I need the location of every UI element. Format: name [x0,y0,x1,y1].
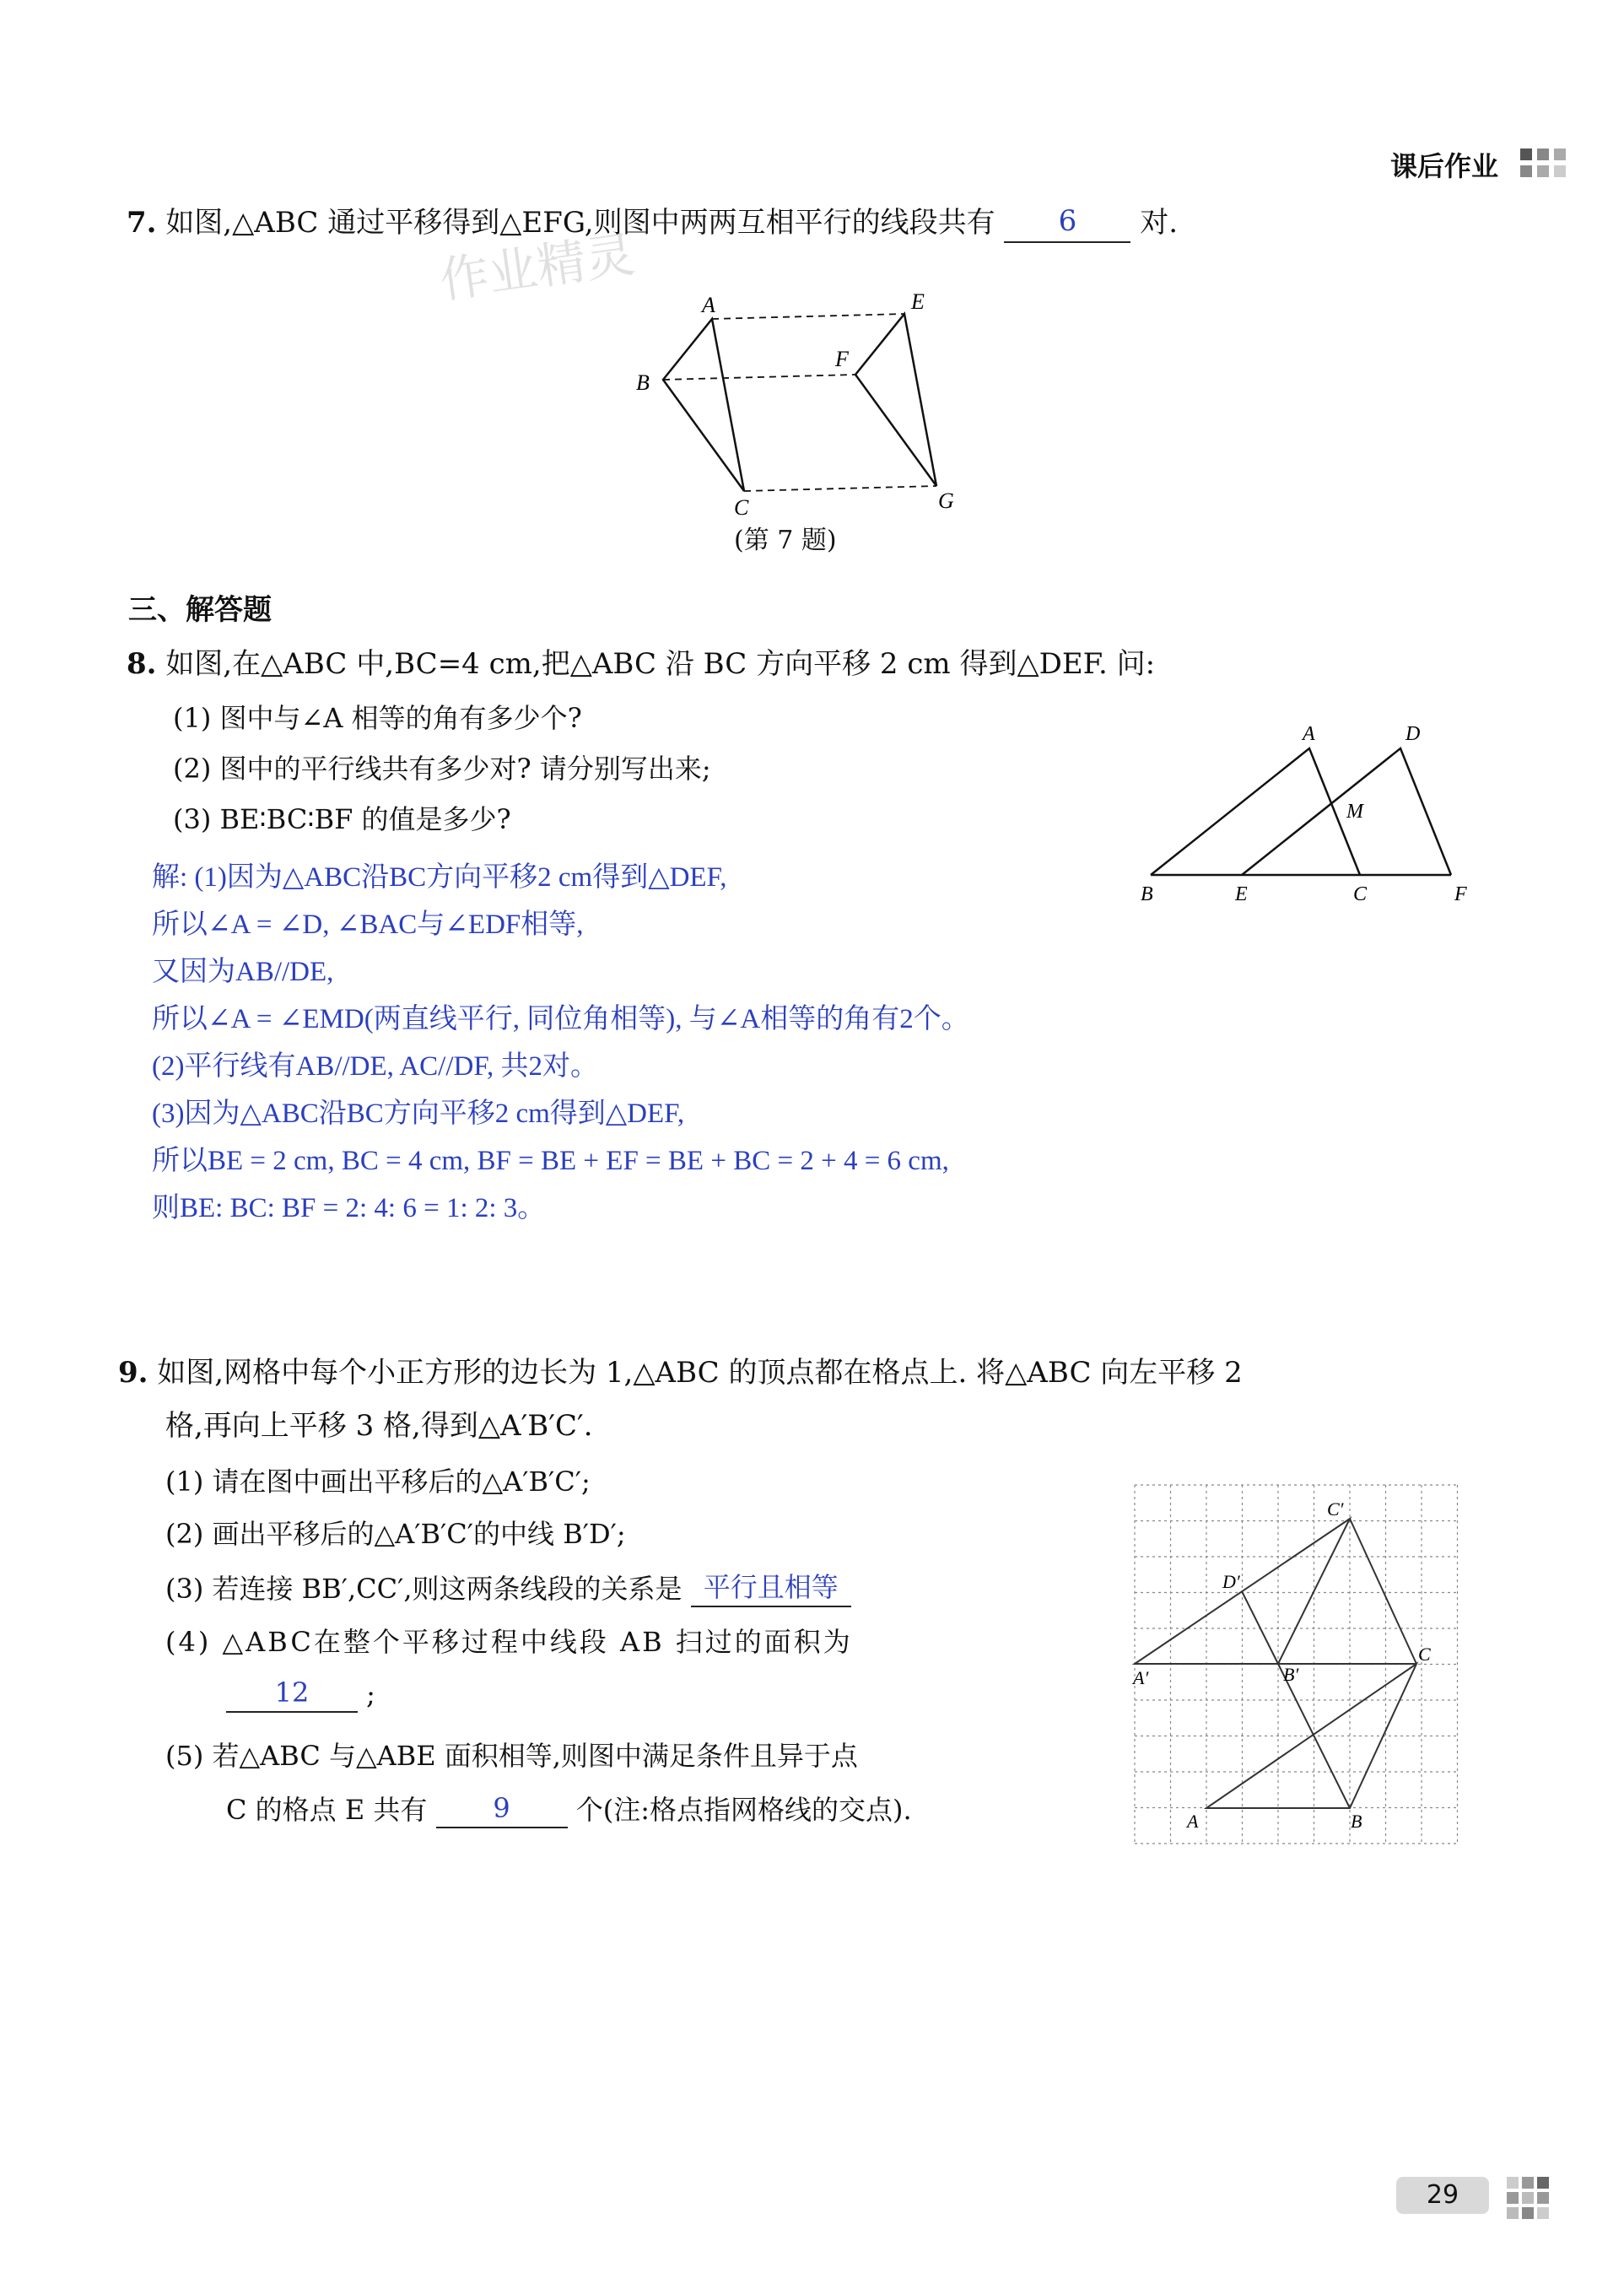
label-B: B [636,370,650,395]
question-9 [118,1354,1586,1393]
answer-blank [1004,202,1130,243]
label-C: C [1418,1644,1431,1665]
solution-line: 所以∠A = ∠EMD(两直线平行, 同位角相等), 与∠A相等的角有2个。 [152,1004,969,1034]
solution-line: 所以∠A = ∠D, ∠BAC与∠EDF相等, [152,910,584,940]
header-title: 课后作业 [1390,150,1499,182]
q9-sub4-end: ; [366,1678,375,1710]
q8-sub3: (3) BE∶BC∶BF 的值是多少? [173,803,511,835]
triangle-efg [855,314,936,486]
section-title: 三、解答题 [128,593,272,627]
question-9-line2: 格,再向上平移 3 格,得到△A′B′C′. [165,1409,593,1443]
label-B1: B′ [1283,1664,1299,1685]
question-text: 如图,在△ABC 中,BC=4 cm,把△ABC 沿 BC 方向平移 2 cm 得到△DEF. 问: [165,647,1156,681]
q8-sub1: (1) 图中与∠A 相等的角有多少个? [173,702,582,734]
question-number: 7. [127,206,157,240]
page-number: 29 [1396,2177,1489,2214]
answer-value: 9 [493,1792,510,1824]
q9-sub2: (2) 画出平移后的△A′B′C′的中线 B′D′; [165,1518,626,1550]
q9-sub5: (5) 若△ABC 与△ABE 面积相等,则图中满足条件且异于点 [165,1740,858,1772]
answer-blank [226,1675,358,1713]
q9-sub4-answer-line [226,1675,375,1713]
label-F: F [1454,883,1467,905]
q9-sub5-text: C 的格点 E 共有 [226,1794,428,1826]
label-A: A [1303,723,1315,745]
q8-sub2: (2) 图中的平行线共有多少对? 请分别写出来; [173,753,711,785]
question-number: 8. [127,647,157,681]
watermark: 作业精灵 [436,225,639,310]
label-C: C [734,495,749,520]
footer-squares-icon [1507,2177,1549,2219]
question-text-end: 对. [1140,206,1179,240]
label-B: B [1351,1811,1362,1832]
triangle-abc [663,319,744,491]
label-A: A [1187,1811,1199,1832]
question-7 [127,202,1561,243]
solution-line: 则BE: BC: BF = 2: 4: 6 = 1: 2: 3。 [152,1193,546,1223]
label-A: A [702,293,715,317]
answer-value: 12 [274,1676,310,1709]
label-C1: C′ [1327,1498,1344,1520]
answer-blank [436,1790,568,1828]
label-F: F [835,347,849,371]
answer-value: 平行且相等 [703,1571,839,1603]
solution-line: 解: (1)因为△ABC沿BC方向平移2 cm得到△DEF, [152,862,727,893]
q9-sub3 [165,1569,851,1607]
figure-q9-grid [1135,1485,1472,1848]
median-b1d1 [1242,1591,1278,1664]
q9-sub5-line2 [226,1790,912,1828]
label-E: E [911,289,925,314]
figure-caption-7: (第 7 题) [734,526,837,555]
header-squares-icon [1520,148,1567,179]
q9-sub3-text: (3) 若连接 BB′,CC′,则这两条线段的关系是 [165,1573,683,1605]
label-C: C [1353,883,1368,905]
question-text: 如图,网格中每个小正方形的边长为 1,△ABC 的顶点都在格点上. 将△ABC 向左平移 2 [157,1356,1243,1390]
label-G: G [938,489,954,513]
answer-value: 6 [1058,204,1077,238]
label-M: M [1346,801,1363,823]
question-text: 如图,△ABC 通过平移得到△EFG,则图中两两互相平行的线段共有 [165,206,995,240]
label-B: B [1141,883,1153,905]
question-8 [127,645,1561,684]
solution-line: 又因为AB//DE, [152,957,334,987]
answer-blank [691,1569,851,1607]
label-D1: D′ [1222,1571,1240,1592]
solution-line: (2)平行线有AB//DE, AC//DF, 共2对。 [152,1051,599,1082]
label-E: E [1235,883,1248,905]
q9-sub5-text-end: 个(注:格点指网格线的交点). [575,1794,912,1826]
question-number: 9. [118,1356,148,1390]
figure-q7 [624,287,979,520]
q9-sub1: (1) 请在图中画出平移后的△A′B′C′; [165,1466,591,1498]
solution-line: 所以BE = 2 cm, BC = 4 cm, BF = BE + EF = BE + BC = 2 + 4 = 6 cm, [152,1146,949,1176]
solution-block [152,859,1249,1237]
label-A1: A′ [1133,1667,1149,1688]
label-D: D [1405,723,1421,745]
q9-sub4: (4) △ABC在整个平移过程中线段 AB 扫过的面积为 [165,1626,853,1658]
solution-line: (3)因为△ABC沿BC方向平移2 cm得到△DEF, [152,1099,685,1129]
